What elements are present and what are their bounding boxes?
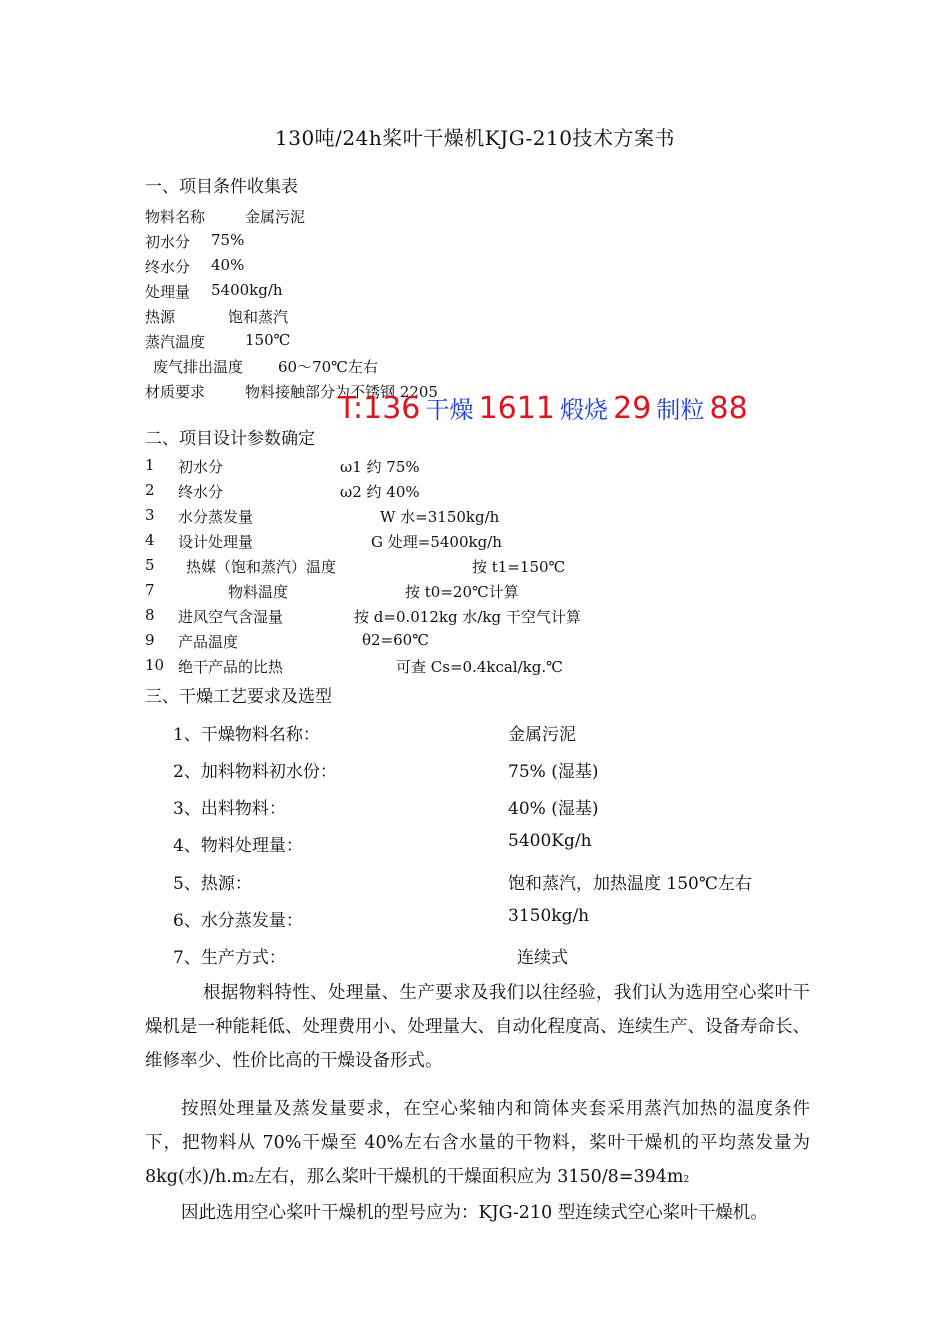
s2-label: 终水分 [178, 483, 224, 501]
s3-label: 4、物料处理量： [173, 836, 303, 856]
paragraph-area-calculation [145, 1092, 810, 1197]
s3-label: 5、热源： [173, 874, 252, 894]
s1-label: 蒸汽温度 [145, 333, 206, 351]
para2-mid-text: 左右，那么桨叶干燥机的干燥面积应为 3150/8=394m [254, 1167, 684, 1187]
s3-value: 饱和蒸汽，加热温度 150℃左右 [508, 874, 752, 894]
s2-value: 按 t1=150℃ [472, 558, 566, 576]
s1-value: 75% [211, 231, 245, 249]
superscript-2: 2 [683, 1175, 690, 1185]
overlay-stats [338, 390, 748, 426]
s3-value: 40% (湿基) [508, 799, 599, 819]
overlay-num-dry: 1611 [478, 391, 555, 426]
s2-no: 9 [145, 631, 155, 649]
s1-label: 废气排出温度 [153, 358, 244, 376]
overlay-word-granulate: 制粒 [656, 396, 705, 424]
s2-no: 8 [145, 606, 155, 624]
s1-value: 40% [211, 256, 245, 274]
s1-label: 热源 [145, 308, 176, 326]
s2-value: G 处理=5400kg/h [371, 533, 502, 551]
section1-heading: 一、项目条件收集表 [145, 177, 298, 197]
s3-label: 6、水分蒸发量： [173, 911, 303, 931]
paragraph-model-conclusion: 因此选用空心桨叶干燥机的型号应为：KJG-210 型连续式空心桨叶干燥机。 [181, 1203, 768, 1223]
s2-label: 水分蒸发量 [178, 508, 254, 526]
document-title: 130吨/24h桨叶干燥机KJG-210技术方案书 [275, 126, 675, 150]
s2-label: 产品温度 [178, 633, 239, 651]
s2-no: 7 [145, 581, 155, 599]
s1-value: 金属污泥 [245, 208, 306, 226]
s2-no: 4 [145, 531, 155, 549]
s3-value: 连续式 [517, 948, 568, 968]
s2-value: W 水=3150kg/h [380, 508, 500, 526]
s3-label: 2、加料物料初水份： [173, 762, 337, 782]
s2-label: 初水分 [178, 458, 224, 476]
s1-label: 终水分 [145, 258, 191, 276]
s2-label: 绝干产品的比热 [178, 658, 284, 676]
s3-label: 3、出料物料： [173, 799, 286, 819]
s3-value: 75% (湿基) [508, 762, 599, 782]
s2-label: 热媒（饱和蒸汽）温度 [186, 558, 337, 576]
s3-value: 3150kg/h [508, 906, 590, 926]
overlay-t-label: T:136 [338, 391, 421, 426]
s1-value: 5400kg/h [211, 281, 283, 299]
s3-label: 1、干燥物料名称： [173, 725, 320, 745]
overlay-word-dry: 干燥 [425, 396, 474, 424]
overlay-num-granulate: 88 [709, 391, 748, 426]
s3-value: 5400Kg/h [508, 831, 592, 851]
s2-no: 5 [145, 556, 155, 574]
overlay-num-calcine: 29 [613, 391, 652, 426]
s2-label: 进风空气含湿量 [178, 608, 284, 626]
s2-value: ω1 约 75% [340, 458, 420, 476]
s2-value: ω2 约 40% [340, 483, 420, 501]
s2-no: 1 [145, 456, 155, 474]
paragraph-selection-rationale: 根据物料特性、处理量、生产要求及我们以往经验，我们认为选用空心桨叶干燥机是一种能耗低、处理费用小、处理量大、自动化程度高、连续生产、设备寿命长、维修率少、性价比高的干燥设备形式。 [145, 983, 810, 1071]
s2-value: 按 t0=20℃计算 [405, 583, 519, 601]
overlay-word-calcine: 煅烧 [560, 396, 609, 424]
s3-label: 7、生产方式： [173, 948, 286, 968]
section3-heading: 三、干燥工艺要求及选型 [145, 687, 332, 707]
section2-heading: 二、项目设计参数确定 [145, 429, 315, 449]
s2-no: 2 [145, 481, 155, 499]
s2-value: θ2=60℃ [362, 631, 430, 649]
s2-value: 可查 Cs=0.4kcal/kg.℃ [396, 658, 563, 676]
superscript-2: 2 [248, 1175, 255, 1185]
s2-label: 物料温度 [228, 583, 289, 601]
s2-value: 按 d=0.012kg 水/kg 干空气计算 [354, 608, 581, 626]
s1-value: 60～70℃左右 [278, 358, 378, 376]
s1-label: 材质要求 [145, 383, 206, 401]
s2-label: 设计处理量 [178, 533, 254, 551]
para2-main-text: 按照处理量及蒸发量要求，在空心桨轴内和筒体夹套采用蒸汽加热的温度条件下，把物料从 70%干燥至 40%左右含水量的干物料，桨叶干燥机的平均蒸发量为 8kg(水)/h.m [145, 1099, 810, 1187]
s2-no: 10 [145, 656, 165, 674]
s1-label: 初水分 [145, 233, 191, 251]
s1-label: 物料名称 [145, 208, 206, 226]
s1-value: 150℃ [245, 331, 291, 349]
s2-no: 3 [145, 506, 155, 524]
s1-value: 物料接触部分为不锈钢 2205 [245, 383, 438, 401]
s1-value: 饱和蒸汽 [228, 308, 289, 326]
s3-value: 金属污泥 [508, 725, 576, 745]
s1-label: 处理量 [145, 283, 191, 301]
